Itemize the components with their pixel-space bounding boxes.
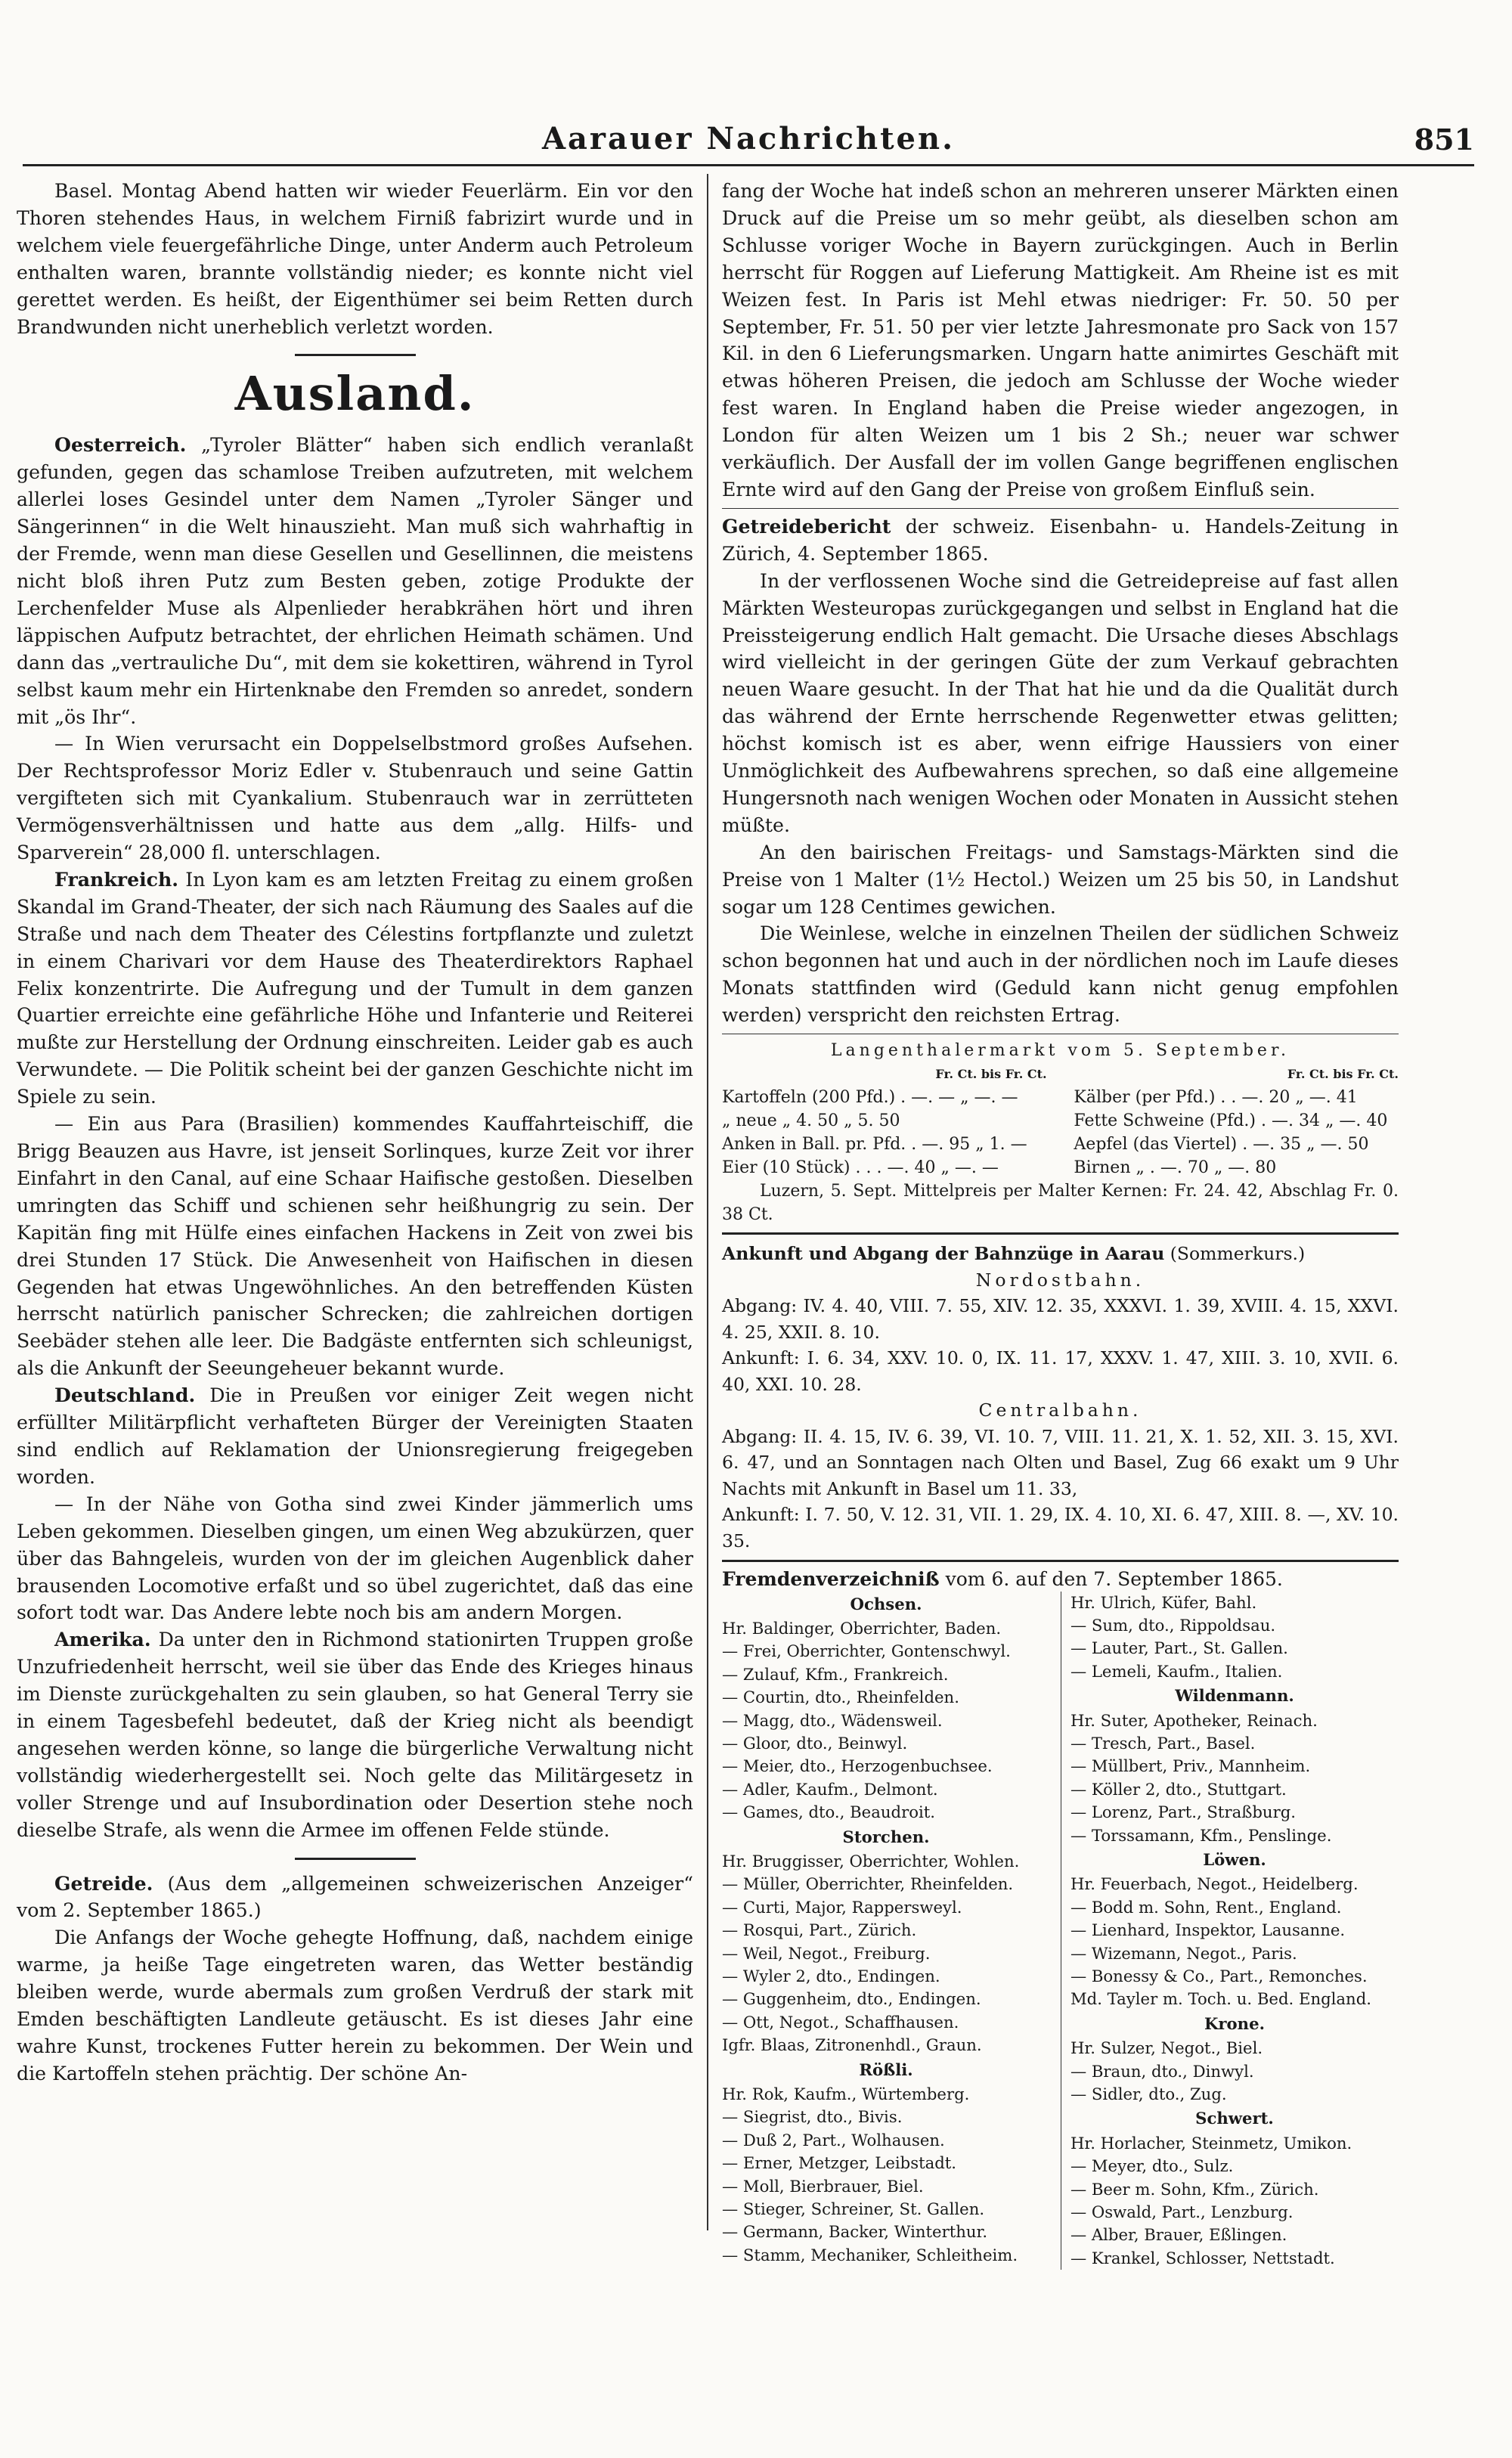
page-number: 851 <box>1414 122 1474 157</box>
hotel-name: Löwen. <box>1203 1849 1266 1869</box>
market-item: Kälber (per Pfd.) . . —. 20 „ —. 41 <box>1074 1088 1358 1108</box>
guest-entry: — Lemeli, Kaufm., Italien. <box>1070 1661 1283 1681</box>
column-divider <box>707 174 708 2230</box>
guest-entry: — Beer m. Sohn, Kfm., Zürich. <box>1070 2179 1319 2199</box>
guest-entry: — Wizemann, Negot., Paris. <box>1070 1943 1297 1963</box>
guest-entry: — Stamm, Mechaniker, Schleitheim. <box>722 2245 1018 2264</box>
guest-entry: — Müllbert, Priv., Mannheim. <box>1070 1756 1311 1776</box>
short-rule <box>295 1858 416 1860</box>
guest-entry: — Duß 2, Part., Wolhausen. <box>722 2130 945 2150</box>
market-right-list <box>1074 1086 1399 1179</box>
header-rule <box>23 164 1474 166</box>
railway-nordost: Nordostbahn. <box>975 1269 1145 1291</box>
article-intro: der schweiz. Eisenbahn- u. Handels-Zeitung in Zürich, 4. September 1865. <box>722 515 1399 565</box>
divider <box>722 1232 1399 1235</box>
guest-register-lead: Fremdenverzeichniß <box>722 1568 940 1591</box>
article-getreide-continued: fang der Woche hat indeß schon an mehreren unserer Märkten einen Druck auf die Preise um so mehr geübt, als dieselben schon am Schlusse voriger Woche in Bayern zurückgingen. Auch in Berlin herrscht für Roggen auf Lieferung Mattigkeit. Am Rheine ist es mit Weizen fest. In Paris ist Mehl etwas niedriger: Fr. 50. 50 per September, Fr. 51. 50 per vier letzte Jahresmonate pro Sack von 157 Kil. in den 6 Lieferungsmarken. Ungarn hatte animirtes Geschäft mit etwas höheren Preisen, die jedoch am Schlusse der Woche wieder fest waren. In England haben die Preise wieder angezogen, in London für alten Weizen um 1 bis 2 Sh.; neuer war schwer verkäuflich. Der Ausfall der im vollen Gange begriffenen englischen Ernte wird auf den Gang der Preise von großem Einfluß sein. <box>722 180 1399 501</box>
luzern-price: Luzern, 5. Sept. Mittelpreis per Malter Kernen: Fr. 24. 42, Abschlag Fr. 0. 38 Ct. <box>722 1182 1399 1225</box>
market-prices <box>722 1039 1399 1226</box>
guest-entry: Hr. Bruggisser, Oberrichter, Wohlen. <box>722 1851 1020 1871</box>
guest-entry: — Gloor, dto., Beinwyl. <box>722 1733 908 1753</box>
guest-entry: — Moll, Bierbrauer, Biel. <box>722 2176 924 2196</box>
market-header-row <box>722 1062 1399 1086</box>
guest-entry: — Lauter, Part., St. Gallen. <box>1070 1638 1288 1658</box>
article-weinlese: Die Weinlese, welche in einzelnen Theilen der südlichen Schweiz schon begonnen hat und auch in der nördlichen noch im Laufe dieses Monats stattfinden wird (Geduld kann nicht genug empfohlen werden) verspricht den reichsten Ertrag. <box>722 922 1399 1027</box>
divider <box>722 1560 1399 1562</box>
guest-register-title <box>722 1568 1399 1591</box>
guest-entry: Hr. Ulrich, Küfer, Bahl. <box>1070 1592 1257 1612</box>
guest-entry: — Meier, dto., Herzogenbuchsee. <box>722 1756 993 1776</box>
guest-entry: — Lienhard, Inspektor, Lausanne. <box>1070 1920 1346 1940</box>
guest-entry: Md. Tayler m. Toch. u. Bed. England. <box>1070 1989 1371 2009</box>
guest-entry: Igfr. Blaas, Zitronenhdl., Graun. <box>722 2035 982 2055</box>
guest-entry: — Müller, Oberrichter, Rheinfelden. <box>722 1874 1014 1894</box>
guest-entry: — Alber, Brauer, Eßlingen. <box>1070 2225 1287 2245</box>
article-body: Da unter den in Richmond stationirten Truppen große Unzufriedenheit herrscht, weil sie über das Ende des Krieges hinaus im Dienste zurückgehalten zu sein glauben, so hat General Terry sie in einem Tagesbefehl bedeutet, daß der Krieg nicht als beendigt angesehen werden könne, so lange die bürgerliche Verwaltung nicht vollständig wiederhergestellt sei. Noch gelte das Militärgesetz in voller Strenge und auf Insubordination oder Desertion stehe noch dieselbe Strafe, als wenn die Armee im offenen Felde stünde. <box>17 1629 693 1841</box>
article-para: — Ein aus Para (Brasilien) kommendes Kauffahrteischiff, die Brigg Beauzen aus Havre, ist jenseit Sorlinques, kurze Zeit vor ihrer Einfahrt in den Canal, auf eine Schaar Haifische gestoßen. Dieselben umringten das Schiff und schienen sehr heißhungrig zu sein. Der Kapitän fing mit Hülfe eines einfachen Hackens in Zeit von zwei bis drei Stunden 17 Stück. Die Anwesenheit von Haifischen in diesen Gegenden hat etwas Ungewöhnliches. An den betreffenden Küsten herrscht natürlich panischer Schrecken; die zahlreichen dortigen Seebäder stehen alle leer. Die Badgäste entfernten sich schleunigst, als die Ankunft der Seeungeheuer bekannt wurde. <box>17 1113 693 1380</box>
article-bairisch: An den bairischen Freitags- und Samstags-Märkten sind die Preise von 1 Malter (1½ Hectol.) Weizen um 25 bis 50, in Landshut sogar um 128 Centimes gewichen. <box>722 841 1399 918</box>
guest-entry: Hr. Rok, Kaufm., Würtemberg. <box>722 2084 970 2104</box>
hotel-name: Krone. <box>1204 2013 1265 2033</box>
guest-entry: — Magg, dto., Wädensweil. <box>722 1710 943 1730</box>
guest-columns <box>722 1592 1399 2270</box>
market-item: Aepfel (das Viertel) . —. 35 „ —. 50 <box>1074 1135 1369 1155</box>
nordost-ankunft: Ankunft: I. 6. 34, XXV. 10. 0, IX. 11. 17, XXXV. 1. 47, XIII. 3. 10, XVII. 6. 40, XXI. 10. 28. <box>722 1347 1399 1395</box>
guest-entry: Hr. Suter, Apotheker, Reinach. <box>1070 1710 1318 1730</box>
railway-central: Centralbahn. <box>978 1399 1142 1421</box>
guest-entry: Hr. Baldinger, Oberrichter, Baden. <box>722 1618 1002 1638</box>
market-item: Anken in Ball. pr. Pfd. . —. 95 „ 1. — <box>722 1135 1027 1155</box>
market-item: Eier (10 Stück) . . . —. 40 „ —. — <box>722 1158 999 1178</box>
article-gotha: — In der Nähe von Gotha sind zwei Kinder jämmerlich ums Leben gekommen. Dieselben gingen, um einen Weg abzukürzen, quer über das Bahngeleis, wurden von der im gleichen Augenblick daher brausenden Locomotive erfaßt und so übel zugerichtet, daß das eine sofort todt war. Das Andere lebte noch bis am andern Morgen. <box>17 1492 693 1624</box>
market-item: Kartoffeln (200 Pfd.) . —. — „ —. — <box>722 1088 1018 1108</box>
train-title-row <box>722 1241 1399 1267</box>
guest-entry: — Lorenz, Part., Straßburg. <box>1070 1802 1296 1822</box>
guest-entry: — Ott, Negot., Schaffhausen. <box>722 2012 959 2032</box>
guest-entry: — Erner, Metzger, Leibstadt. <box>722 2153 957 2173</box>
guest-entry: — Curti, Major, Rappersweyl. <box>722 1897 962 1917</box>
article-getreidebericht: In der verflossenen Woche sind die Getreidepreise auf fast allen Märkten Westeuropas zurückgegangen und selbst in England hat die Preissteigerung endlich Halt gemacht. Die Ursache dieses Abschlags wird vielleicht in der geringen Güte der zum Verkauf gebrachten neuen Waare gesucht. In der That hat hie und da die Qualität durch das während der Ernte herrschende Regenwetter etwas gelitten; höchst komisch ist es aber, wenn eifrige Haussiers von einer Unmöglichkeit des Aufbewahrens sprechen, so daß eine allgemeine Hungersnoth nach wenigen Wochen oder Monaten in Aussicht stehen müßte. <box>722 569 1399 836</box>
article-frankreich <box>17 866 693 1111</box>
guest-entry: — Köller 2, dto., Stuttgart. <box>1070 1779 1287 1799</box>
central-abgang: Abgang: II. 4. 15, IV. 6. 39, VI. 10. 7, VIII. 11. 21, X. 1. 52, XII. 3. 15, XVI. 6. 47, und an Sonntagen nach Olten und Basel, Zug 66 exakt um 9 Uhr Nachts mit Ankunft in Basel um 11. 33, <box>722 1425 1399 1499</box>
guest-entry: — Rosqui, Part., Zürich. <box>722 1920 917 1940</box>
guest-entry: — Oswald, Part., Lenzburg. <box>1070 2202 1294 2222</box>
article-basel: Basel. Montag Abend hatten wir wieder Feuerlärm. Ein vor den Thoren stehendes Haus, in welchem Firniß fabrizirt wurde und in welchem viele feuergefährliche Dinge, unter Anderm auch Petroleum enthalten waren, brannte vollständig nieder; es konnte nicht viel gerettet werden. Es heißt, der Eigenthümer sei beim Retten durch Brandwunden nicht unerheblich verletzt worden. <box>17 180 693 338</box>
article-oesterreich <box>17 432 693 730</box>
guest-right-column <box>1070 1592 1399 2270</box>
market-item: Fette Schweine (Pfd.) . —. 34 „ —. 40 <box>1074 1111 1388 1131</box>
article-lead: Oesterreich. <box>54 433 187 457</box>
guest-entry: — Tresch, Part., Basel. <box>1070 1733 1256 1753</box>
section-ausland: Ausland. <box>234 366 476 422</box>
article-getreide-heading <box>17 1871 693 1925</box>
market-col-header: Fr. Ct. bis Fr. Ct. <box>1287 1067 1399 1082</box>
article-deutschland <box>17 1382 693 1491</box>
guest-register-date: vom 6. auf den 7. September 1865. <box>945 1568 1283 1591</box>
divider <box>722 508 1399 509</box>
guest-entry: — Stieger, Schreiner, St. Gallen. <box>722 2199 985 2219</box>
hotel-name: Wildenmann. <box>1175 1686 1294 1706</box>
guest-entry: — Sum, dto., Rippoldsau. <box>1070 1615 1276 1635</box>
market-col-header: Fr. Ct. bis Fr. Ct. <box>935 1067 1047 1082</box>
article-lead: Getreide. <box>54 1871 153 1895</box>
guest-register <box>722 1568 1399 2270</box>
page-header <box>23 113 1474 166</box>
guest-entry: — Courtin, dto., Rheinfelden. <box>722 1688 959 1707</box>
guest-entry: — Braun, dto., Dinwyl. <box>1070 2061 1254 2081</box>
article-intro: (Aus dem „allgemeinen schweizerischen Anzeiger“ vom 2. September 1865.) <box>17 1872 693 1922</box>
article-lead: Deutschland. <box>54 1384 196 1407</box>
article-lead: Frankreich. <box>54 867 179 891</box>
market-left-list <box>722 1086 1047 1179</box>
left-column <box>17 178 693 2088</box>
train-schedule <box>722 1241 1399 1554</box>
getreidebericht-heading <box>722 513 1399 568</box>
right-column <box>722 178 1399 2270</box>
market-item: „ neue „ 4. 50 „ 5. 50 <box>722 1111 900 1131</box>
guest-entry: Hr. Feuerbach, Negot., Heidelberg. <box>1070 1874 1359 1894</box>
article-body: Die in Preußen vor einiger Zeit wegen nicht erfüllter Militärpflicht verhafteten Bürger der Vereinigten Staaten sind endlich auf Reklamation der Unionsregierung freigegeben worden. <box>17 1384 693 1488</box>
guest-entry: Hr. Horlacher, Steinmetz, Umikon. <box>1070 2133 1352 2153</box>
hotel-name: Storchen. <box>842 1827 930 1846</box>
article-amerika <box>17 1626 693 1843</box>
train-season: (Sommerkurs.) <box>1170 1243 1306 1265</box>
central-ankunft: Ankunft: I. 7. 50, V. 12. 31, VII. 1. 29, IX. 4. 10, XI. 6. 47, XIII. 8. —, XV. 10. 35. <box>722 1504 1399 1551</box>
guest-entry: — Meyer, dto., Sulz. <box>1070 2156 1234 2176</box>
guest-entry: — Torssamann, Kfm., Penslinge. <box>1070 1825 1332 1845</box>
article-lead: Getreidebericht <box>722 514 891 538</box>
guest-entry: — Bodd m. Sohn, Rent., England. <box>1070 1897 1342 1917</box>
guest-entry: — Germann, Backer, Winterthur. <box>722 2222 988 2242</box>
guest-entry: — Bonessy & Co., Part., Remonches. <box>1070 1967 1368 1985</box>
guest-entry: — Guggenheim, dto., Endingen. <box>722 1989 981 2009</box>
guest-entry: Hr. Sulzer, Negot., Biel. <box>1070 2038 1263 2058</box>
short-rule <box>295 354 416 356</box>
guest-entry: — Krankel, Schlosser, Nettstadt. <box>1070 2248 1335 2267</box>
guest-entry: — Sidler, dto., Zug. <box>1070 2084 1227 2104</box>
train-title: Ankunft und Abgang der Bahnzüge in Aarau <box>722 1243 1165 1265</box>
article-lead: Amerika. <box>54 1628 151 1651</box>
guest-entry: — Weil, Negot., Freiburg. <box>722 1943 931 1963</box>
guest-left-column <box>722 1592 1050 2270</box>
guest-entry: — Zulauf, Kfm., Frankreich. <box>722 1664 949 1684</box>
guest-entry: — Adler, Kaufm., Delmont. <box>722 1779 938 1799</box>
hotel-name: Schwert. <box>1195 2109 1274 2128</box>
article-wien: — In Wien verursacht ein Doppelselbstmord großes Aufsehen. Der Rechtsprofessor Moriz Edler v. Stubenrauch und seine Gattin vergifteten sich mit Cyankalium. Stubenrauch war in zerrütteten Vermögensverhältnissen und hatte aus dem „allg. Hilfs- und Sparverein“ 28,000 fl. unterschlagen. <box>17 733 693 864</box>
article-body: „Tyroler Blätter“ haben sich endlich veranlaßt gefunden, gegen das schamlose Treiben aufzutreten, mit welchem allerlei loses Gesindel unter dem Namen „Tyroler Sänger und Sängerinnen“ in die Welt hinauszieht. Man muß sich wahrhaftig in der Fremde, wenn man diese Gesellen und Gesellinnen, die meistens nicht bloß ihren Putz zum Besten geben, zotige Produkte der Lerchenfelder Muse als Alpenlieder herabkrähen hört und ihren läppischen Aufputz betrachtet, der ehrlichen Heimath schämen. Und dann das „vertrauliche Du“, mit dem sie kokettiren, während in Tyrol selbst kaum mehr ein Hirtenknabe den Fremden so anredet, sondern mit „ös Ihr“. <box>17 434 693 728</box>
market-rows <box>722 1086 1399 1179</box>
market-title: Langenthalermarkt vom 5. September. <box>830 1041 1290 1061</box>
hotel-name: Ochsen. <box>850 1594 922 1613</box>
guest-entry: — Wyler 2, dto., Endingen. <box>722 1967 940 1985</box>
market-item: Birnen „ . —. 70 „ —. 80 <box>1074 1158 1277 1178</box>
article-body: In Lyon kam es am letzten Freitag zu einem großen Skandal im Grand-Theater, der sich nach Räumung des Saales auf die Straße und nach dem Theater des Célestins fortpflanzte und zuletzt in einem Charivari vor dem Hause des Theaterdirektors Raphael Felix konzentrirte. Die Aufregung und der Tumult in dem ganzen Quartier erreichte eine gefährliche Höhe und Infanterie und Reiterei mußte zur Herstellung der Ordnung einschreiten. Leider gab es auch Verwundete. — Die Politik scheint bei der ganzen Geschichte nicht im Spiele zu sein. <box>17 868 693 1108</box>
nordost-abgang: Abgang: IV. 4. 40, VIII. 7. 55, XIV. 12. 35, XXXVI. 1. 39, XVIII. 4. 15, XXVI. 4. 25, XXII. 8. 10. <box>722 1295 1399 1343</box>
article-getreide: Die Anfangs der Woche gehegte Hoffnung, daß, nachdem einige warme, ja heiße Tage eingetreten waren, das Wetter beständig bleiben werde, wurde abermals zum großen Verdruß der stark mit Emden beschäftigten Landleute getäuscht. Es ist dieses Jahr eine wahre Kunst, trockenes Futter herein zu bekommen. Der Wein und die Kartoffeln stehen prächtig. Der schöne An- <box>17 1926 693 2084</box>
guest-entry: — Games, dto., Beaudroit. <box>722 1802 935 1822</box>
hotel-name: Rößli. <box>859 2060 913 2079</box>
guest-entry: — Siegrist, dto., Bivis. <box>722 2107 903 2127</box>
guest-entry: — Frei, Oberrichter, Gontenschwyl. <box>722 1641 1011 1661</box>
page-title: Aarauer Nachrichten. <box>541 121 956 157</box>
